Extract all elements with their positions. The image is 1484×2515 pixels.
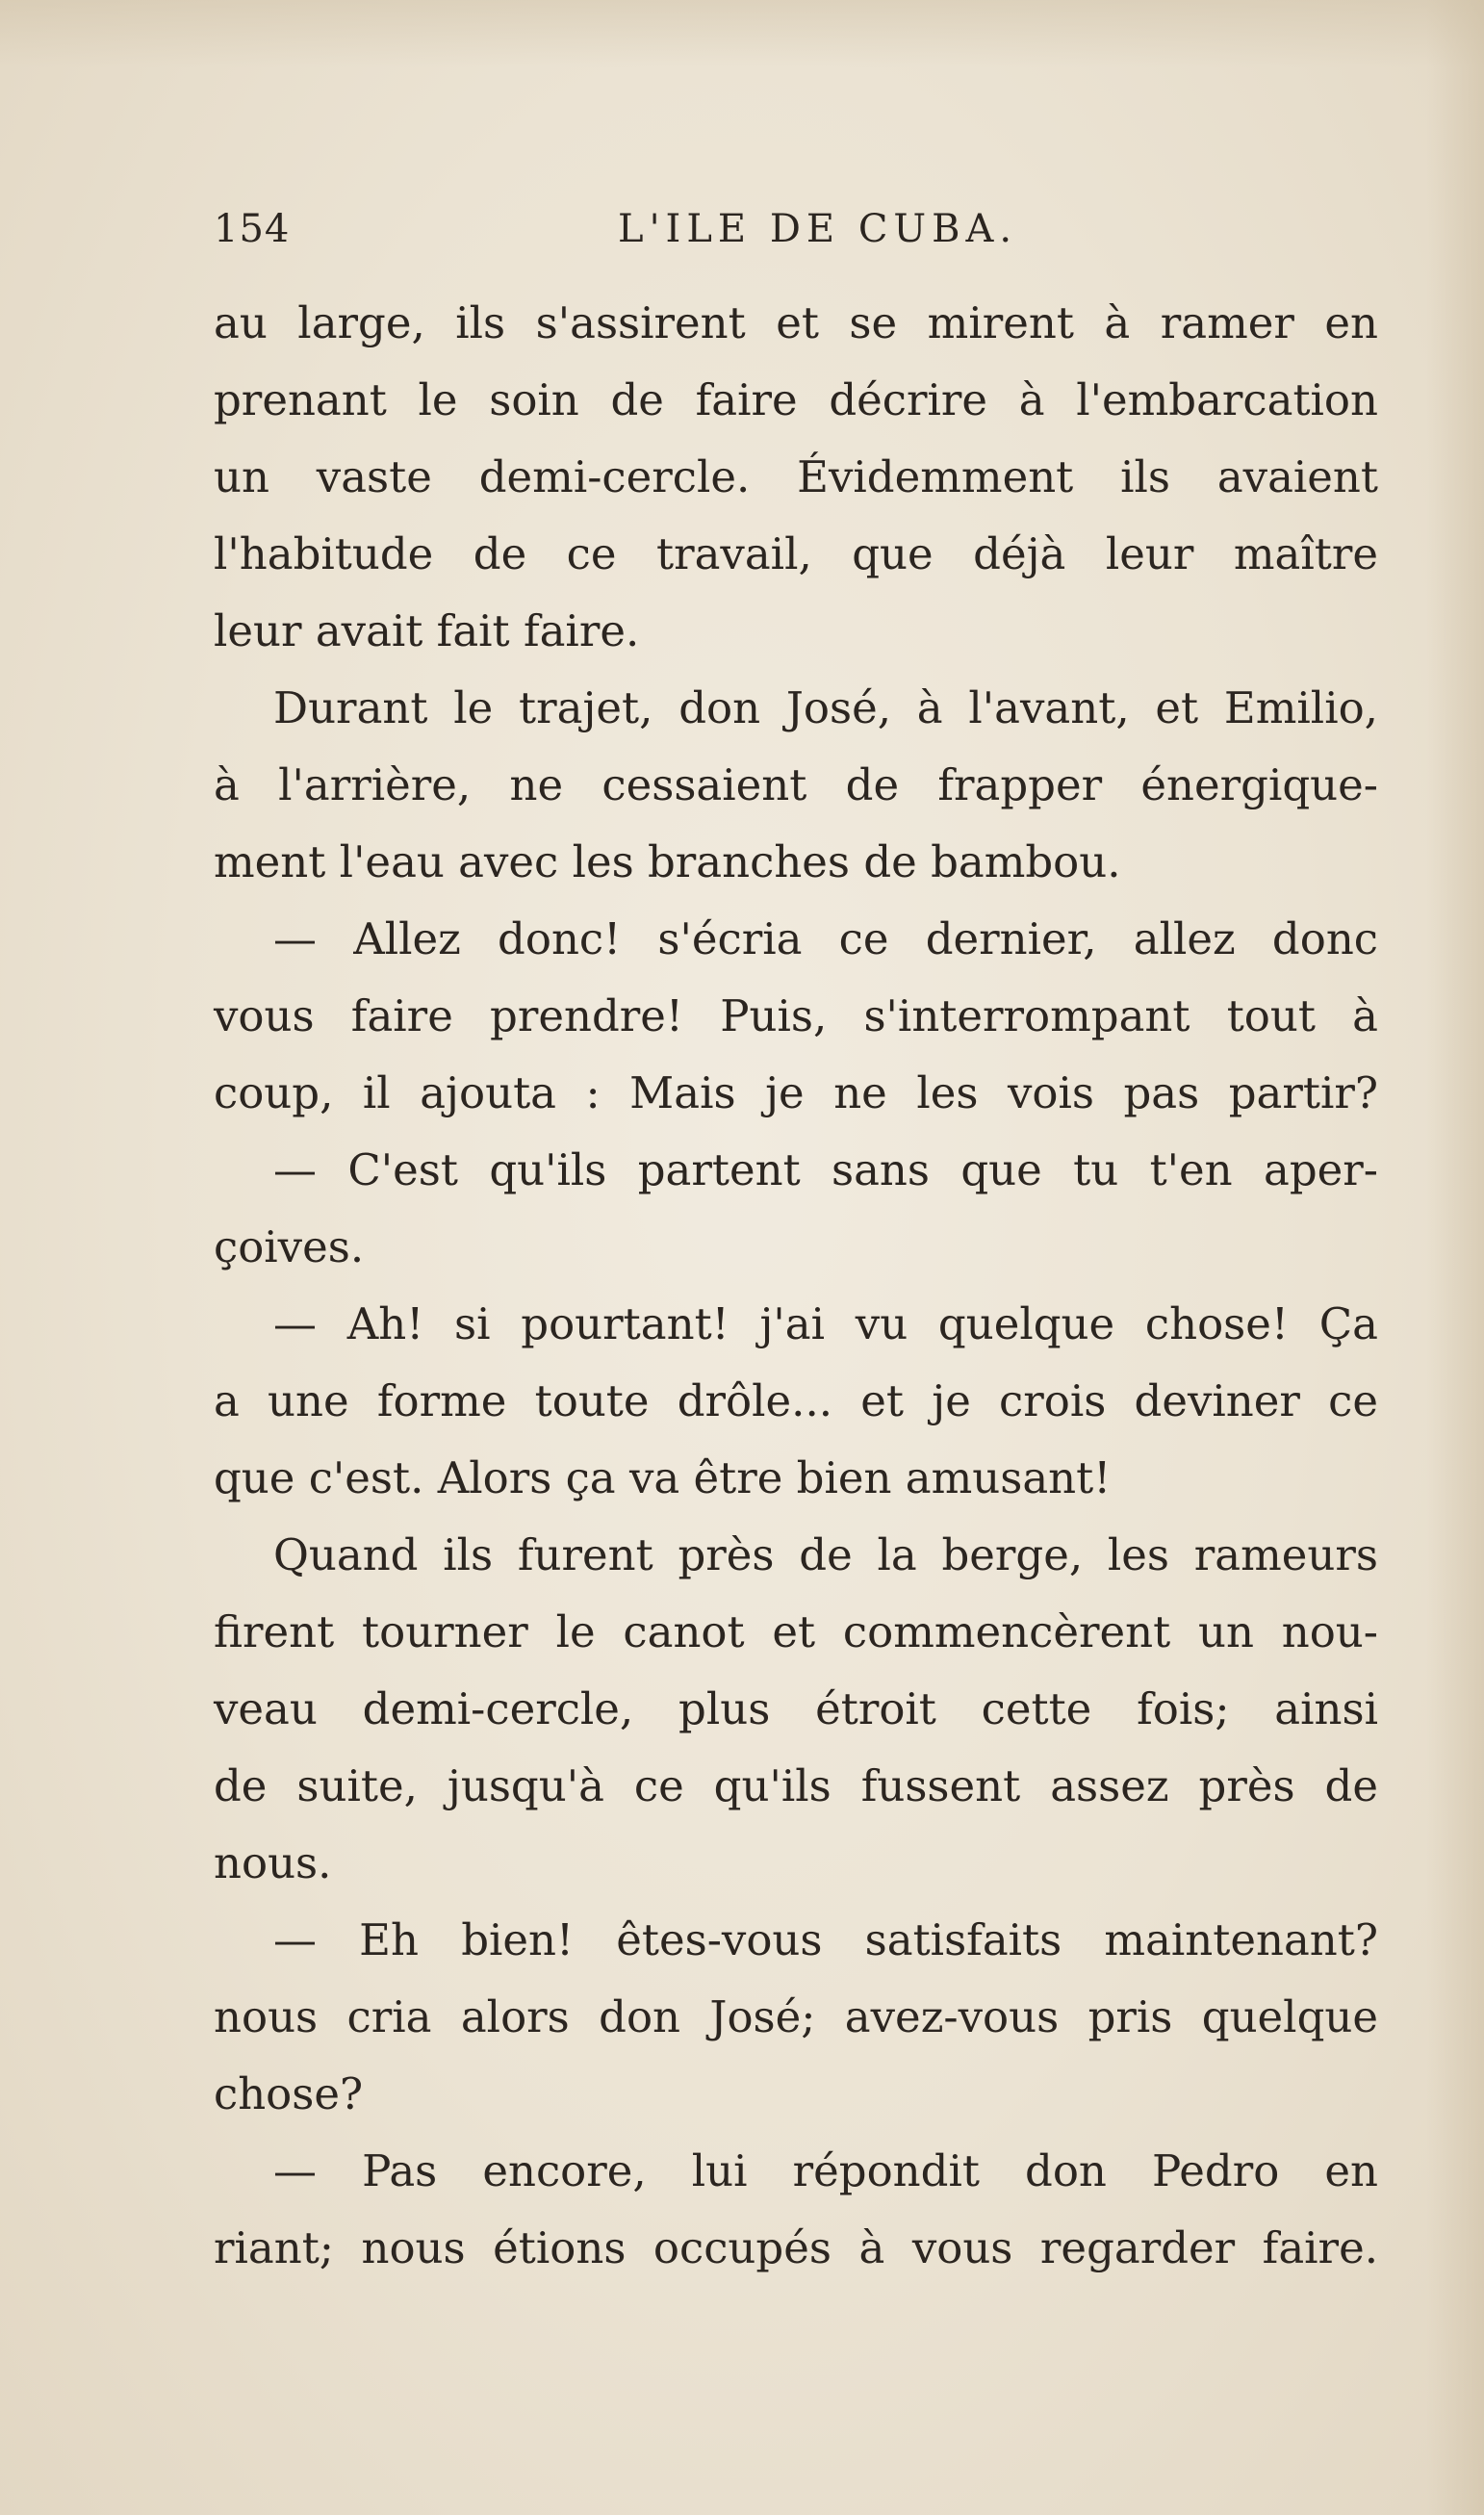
text-line: ment l'eau avec les branches de bambou.: [214, 836, 1121, 887]
text-line: un vaste demi-cercle. Évidemment ils avaient: [214, 451, 1378, 502]
text-line: nous cria alors don José; avez-vous pris quelque: [214, 1991, 1378, 2042]
text-line: au large, ils s'assirent et se mirent à ramer en: [214, 297, 1378, 348]
text-line: coup, il ajouta : Mais je ne les vois pas partir?: [214, 1067, 1378, 1118]
text-line: leur avait fait faire.: [214, 605, 640, 656]
text-line: l'habitude de ce travail, que déjà leur maître: [214, 528, 1378, 579]
text-line: Durant le trajet, don José, à l'avant, et Emilio,: [273, 682, 1378, 733]
text-line: nous.: [214, 1837, 332, 1888]
text-line: — Allez donc! s'écria ce dernier, allez donc: [273, 913, 1378, 964]
page-header: [214, 207, 1378, 265]
text-line: firent tourner le canot et commencèrent un nou-: [214, 1606, 1378, 1657]
page-shadow-top: [0, 0, 1484, 67]
text-line: çoives.: [214, 1221, 365, 1272]
text-line: de suite, jusqu'à ce qu'ils fussent assez près de: [214, 1760, 1378, 1811]
text-line: — Pas encore, lui répondit don Pedro en: [273, 2145, 1378, 2196]
text-line: Quand ils furent près de la berge, les rameurs: [273, 1529, 1378, 1580]
text-line: à l'arrière, ne cessaient de frapper énergique-: [214, 759, 1378, 810]
text-line: prenant le soin de faire décrire à l'embarcation: [214, 374, 1378, 425]
text-line: que c'est. Alors ça va être bien amusant!: [214, 1452, 1112, 1503]
text-line: vous faire prendre! Puis, s'interrompant tout à: [214, 990, 1378, 1041]
running-title: L'ILE DE CUBA.: [618, 207, 1018, 251]
body-text: [214, 285, 1378, 2287]
text-line: veau demi-cercle, plus étroit cette fois; ainsi: [214, 1683, 1378, 1734]
text-line: — Eh bien! êtes-vous satisfaits maintenant?: [273, 1914, 1378, 1965]
page-shadow-right: [1426, 0, 1484, 2515]
text-line: chose?: [214, 2068, 364, 2119]
text-line: riant; nous étions occupés à vous regarder faire.: [214, 2222, 1378, 2273]
text-line: — C'est qu'ils partent sans que tu t'en aper-: [273, 1144, 1378, 1195]
text-line: — Ah! si pourtant! j'ai vu quelque chose! Ça: [273, 1298, 1378, 1349]
text-line: a une forme toute drôle... et je crois deviner ce: [214, 1375, 1378, 1426]
page-number: 154: [214, 207, 291, 251]
